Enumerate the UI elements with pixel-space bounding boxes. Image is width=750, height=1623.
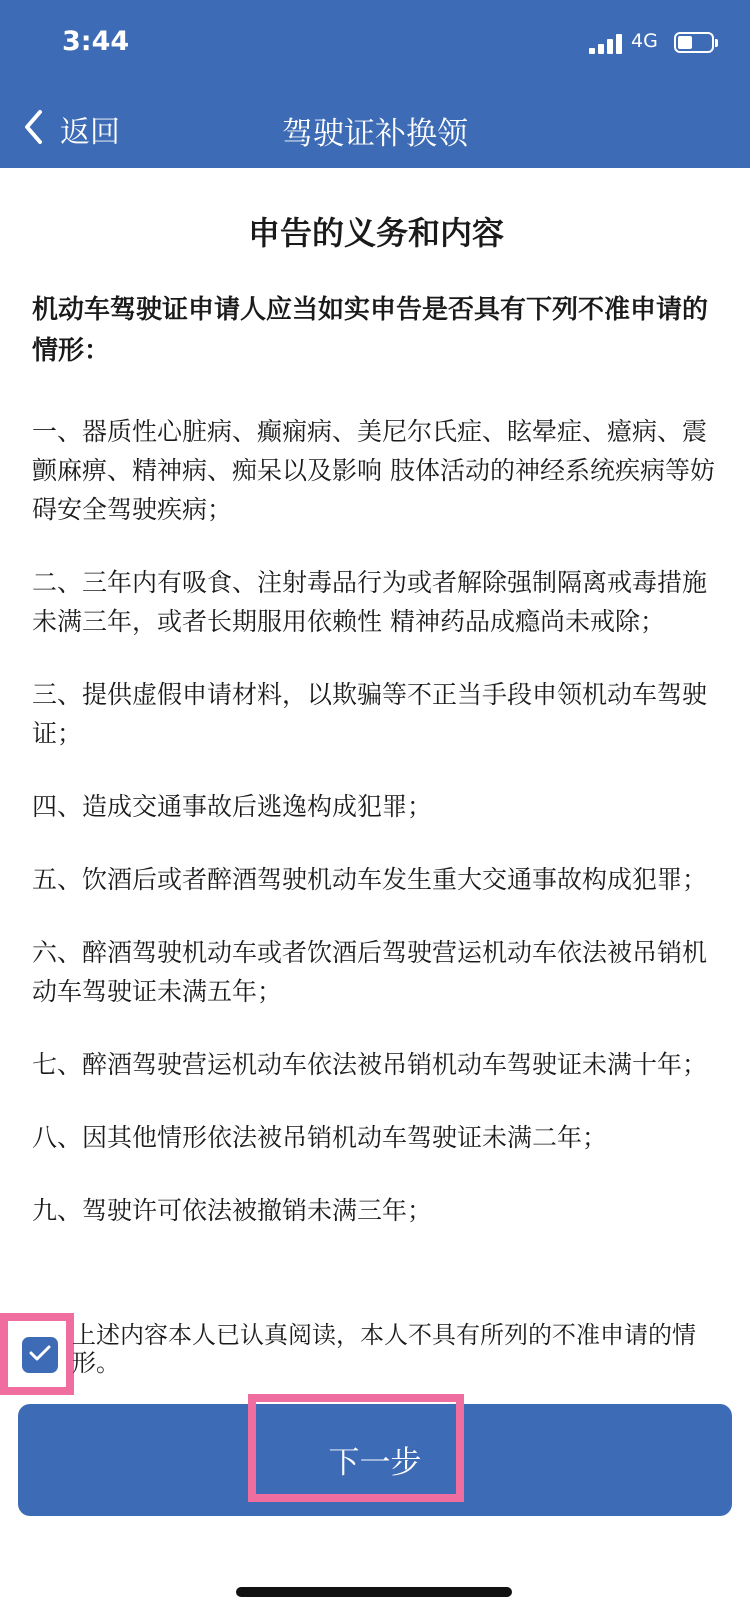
agree-checkbox[interactable] <box>22 1337 58 1373</box>
intro-text: 机动车驾驶证申请人应当如实申告是否具有下列不准申请的情形： <box>32 295 709 366</box>
app-header <box>0 0 750 168</box>
declaration-item: 六、醉酒驾驶机动车或者饮酒后驾驶营运机动车依法被吊销机动车驾驶证未满五年； <box>32 938 708 1006</box>
declaration-item: 四、造成交通事故后逃逸构成犯罪； <box>32 792 433 821</box>
section-title: 申告的义务和内容 <box>247 214 504 252</box>
checkbox-highlight <box>0 1313 74 1395</box>
agreement-text[interactable]: 上述内容本人已认真阅读，本人不具有所列的不准申请的情形。 <box>72 1321 696 1377</box>
next-step-label: 下一步 <box>328 1445 422 1481</box>
checkmark-icon <box>29 1344 51 1366</box>
declaration-item: 二、三年内有吸食、注射毒品行为或者解除强制隔离戒毒措施未满三年，或者长期服用依赖性 精神药品成瘾尚未戒除； <box>32 568 708 636</box>
declaration-item: 九、驾驶许可依法被撤销未满三年； <box>32 1196 433 1225</box>
signal-icon <box>589 34 623 54</box>
agreement-row <box>0 1313 750 1395</box>
declaration-item: 一、器质性心脏病、癫痫病、美尼尔氏症、眩晕症、癔病、震颤麻痹、精神病、痴呆以及影响 肢体活动的神经系统疾病等妨碍安全驾驶疾病； <box>32 417 715 524</box>
declaration-content <box>32 208 720 1264</box>
status-time: 3:44 <box>62 26 130 57</box>
declaration-item: 三、提供虚假申请材料，以欺骗等不正当手段申领机动车驾驶证； <box>32 680 708 748</box>
battery-icon <box>674 32 714 53</box>
declaration-item: 五、饮酒后或者醉酒驾驶机动车发生重大交通事故构成犯罪； <box>32 865 708 894</box>
declaration-item: 八、因其他情形依法被吊销机动车驾驶证未满二年； <box>32 1123 608 1152</box>
home-indicator <box>236 1587 512 1597</box>
network-type: 4G <box>631 30 658 52</box>
back-label: 返回 <box>60 115 120 150</box>
page-title: 驾驶证补换领 <box>282 116 468 152</box>
declaration-item: 七、醉酒驾驶营运机动车依法被吊销机动车驾驶证未满十年； <box>32 1050 708 1079</box>
next-button-highlight <box>248 1394 464 1502</box>
